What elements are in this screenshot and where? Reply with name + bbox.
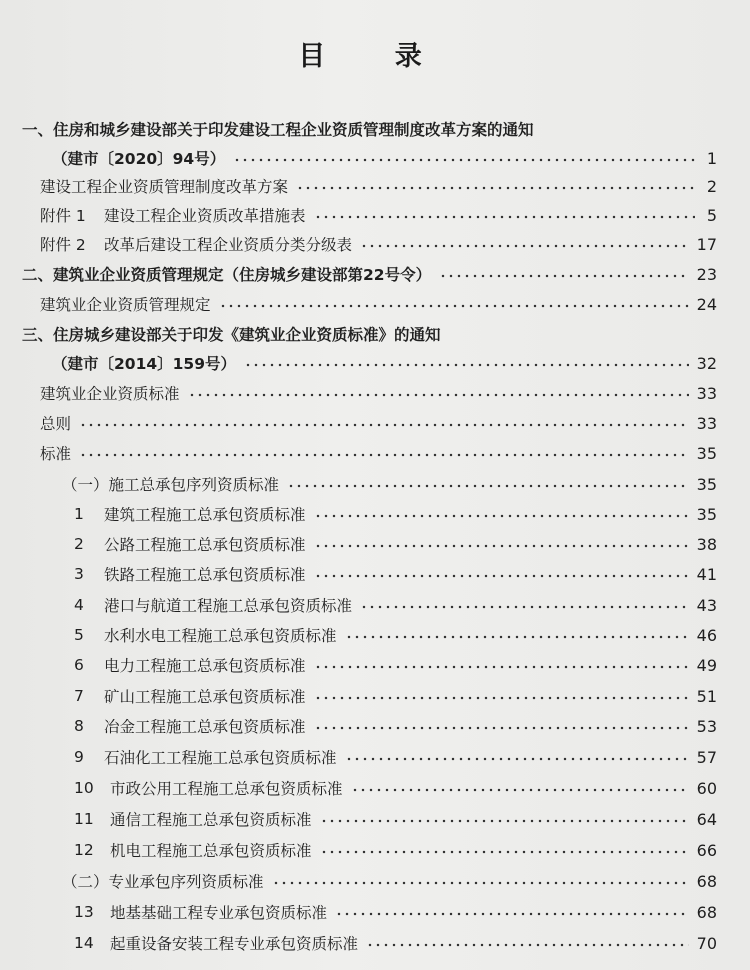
page-title: 目 录 bbox=[298, 41, 452, 72]
toc-entry-number: 9 bbox=[74, 748, 84, 766]
leader-dots bbox=[314, 665, 689, 669]
toc-entry-label: 港口与航道工程施工总承包资质标准 bbox=[104, 597, 353, 615]
toc-entry-page: 1 bbox=[706, 148, 717, 168]
toc-entry-label: 建筑工程施工总承包资质标准 bbox=[104, 506, 306, 524]
toc-entry-page: 5 bbox=[706, 205, 717, 225]
leader-dots bbox=[188, 393, 689, 397]
toc-entry bbox=[40, 202, 717, 228]
toc-entry bbox=[74, 837, 717, 863]
leader-dots bbox=[244, 363, 689, 367]
toc-entry bbox=[74, 744, 717, 770]
leader-dots bbox=[272, 881, 689, 885]
toc-entry-label: 改革后建设工程企业资质分类分级表 bbox=[104, 236, 353, 254]
toc-entry-label: 起重设备安装工程专业承包资质标准 bbox=[110, 935, 359, 953]
leader-dots bbox=[219, 304, 689, 308]
toc-entry-label: 总则 bbox=[40, 415, 72, 433]
toc-entry-number: 13 bbox=[74, 903, 94, 921]
toc-entry-number: 3 bbox=[74, 565, 84, 583]
toc-entry bbox=[74, 531, 717, 557]
toc-entry-page: 64 bbox=[696, 809, 717, 829]
toc-entry-label: 地基基础工程专业承包资质标准 bbox=[110, 904, 328, 922]
toc-entry-number: 附件 2 bbox=[40, 236, 86, 254]
leader-dots bbox=[345, 635, 689, 639]
toc-entry-label: 电力工程施工总承包资质标准 bbox=[104, 657, 306, 675]
toc-entry-page: 60 bbox=[696, 778, 717, 798]
toc-entry bbox=[52, 145, 717, 171]
leader-dots bbox=[366, 943, 689, 947]
toc-entry-label: 建设工程企业资质管理制度改革方案 bbox=[40, 178, 289, 196]
leader-dots bbox=[320, 819, 689, 823]
toc-entry-page: 32 bbox=[696, 353, 717, 373]
toc-entry bbox=[74, 930, 717, 956]
toc-entry-label: 建筑业企业资质管理规定 bbox=[40, 296, 211, 314]
toc-entry bbox=[74, 561, 717, 587]
leader-dots bbox=[320, 850, 689, 854]
toc-entry bbox=[40, 231, 717, 257]
toc-entry-label: 标准 bbox=[40, 445, 72, 463]
toc-entry-page: 33 bbox=[696, 383, 717, 403]
toc-entry bbox=[74, 899, 717, 925]
toc-entry-label: （建市〔2020〕94号） bbox=[52, 150, 226, 168]
toc-entry bbox=[74, 683, 717, 709]
toc-entry bbox=[74, 652, 717, 678]
toc-entry-label: 冶金工程施工总承包资质标准 bbox=[104, 718, 306, 736]
toc-entry-page: 68 bbox=[696, 871, 717, 891]
toc-entry-page: 68 bbox=[696, 902, 717, 922]
toc-entry-label: 市政公用工程施工总承包资质标准 bbox=[110, 780, 343, 798]
toc-entry-label: 水利水电工程施工总承包资质标准 bbox=[104, 627, 337, 645]
toc-entry-number: 7 bbox=[74, 687, 84, 705]
toc-entry-page: 49 bbox=[696, 655, 717, 675]
toc-entry bbox=[40, 440, 717, 466]
toc-entry-label: 铁路工程施工总承包资质标准 bbox=[104, 566, 306, 584]
toc-entry bbox=[62, 471, 717, 497]
toc-entry-page: 53 bbox=[696, 716, 717, 736]
toc-entry bbox=[22, 116, 534, 142]
toc-entry-label: 二、建筑业企业资质管理规定（住房城乡建设部第22号令） bbox=[22, 266, 432, 284]
toc-entry-label: 三、住房城乡建设部关于印发《建筑业企业资质标准》的通知 bbox=[22, 326, 441, 344]
leader-dots bbox=[79, 453, 689, 457]
toc-entry-page: 17 bbox=[696, 234, 717, 254]
toc-entry-number: 附件 1 bbox=[40, 207, 86, 225]
toc-entry bbox=[40, 291, 717, 317]
toc-entry-page: 51 bbox=[696, 686, 717, 706]
leader-dots bbox=[287, 484, 689, 488]
toc-entry-page: 43 bbox=[696, 595, 717, 615]
toc-entry-number: 6 bbox=[74, 656, 84, 674]
toc-entry-label: 建筑业企业资质标准 bbox=[40, 385, 180, 403]
leader-dots bbox=[360, 605, 689, 609]
leader-dots bbox=[360, 244, 689, 248]
leader-dots bbox=[345, 757, 689, 761]
toc-entry-page: 46 bbox=[696, 625, 717, 645]
toc-entry bbox=[74, 622, 717, 648]
leader-dots bbox=[314, 514, 689, 518]
toc-entry-label: 一、住房和城乡建设部关于印发建设工程企业资质管理制度改革方案的通知 bbox=[22, 121, 534, 139]
toc-entry-page: 35 bbox=[696, 443, 717, 463]
leader-dots bbox=[335, 912, 689, 916]
leader-dots bbox=[79, 423, 689, 427]
toc-entry bbox=[74, 592, 717, 618]
leader-dots bbox=[351, 788, 689, 792]
toc-entry-page: 38 bbox=[696, 534, 717, 554]
toc-entry bbox=[40, 380, 717, 406]
toc-entry-page: 66 bbox=[696, 840, 717, 860]
leader-dots bbox=[314, 726, 689, 730]
toc-entry-page: 23 bbox=[696, 264, 717, 284]
toc-entry-page: 35 bbox=[696, 504, 717, 524]
leader-dots bbox=[314, 215, 695, 219]
toc-entry-page: 35 bbox=[696, 474, 717, 494]
toc-entry-label: 建设工程企业资质改革措施表 bbox=[104, 207, 306, 225]
toc-entry bbox=[52, 350, 717, 376]
toc-entry-label: （二）专业承包序列资质标准 bbox=[62, 873, 264, 891]
toc-entry-number: 14 bbox=[74, 934, 94, 952]
toc-entry-label: （一）施工总承包序列资质标准 bbox=[62, 476, 280, 494]
toc-entry bbox=[22, 321, 441, 347]
toc-entry-label: （建市〔2014〕159号） bbox=[52, 355, 236, 373]
toc-entry-number: 5 bbox=[74, 626, 84, 644]
leader-dots bbox=[314, 574, 689, 578]
toc-entry-label: 机电工程施工总承包资质标准 bbox=[110, 842, 312, 860]
toc-entry bbox=[74, 713, 717, 739]
toc-entry-number: 1 bbox=[74, 505, 84, 523]
toc-entry-label: 矿山工程施工总承包资质标准 bbox=[104, 688, 306, 706]
toc-entry-label: 石油化工工程施工总承包资质标准 bbox=[104, 749, 337, 767]
toc-entry-number: 11 bbox=[74, 810, 94, 828]
toc-entry-page: 41 bbox=[696, 564, 717, 584]
toc-entry bbox=[74, 501, 717, 527]
toc-entry bbox=[40, 410, 717, 436]
leader-dots bbox=[296, 186, 695, 190]
toc-entry-page: 24 bbox=[696, 294, 717, 314]
toc-entry bbox=[22, 261, 717, 287]
toc-entry-number: 12 bbox=[74, 841, 94, 859]
toc-entry bbox=[40, 173, 717, 199]
leader-dots bbox=[314, 696, 689, 700]
toc-entry bbox=[62, 868, 717, 894]
toc-entry-label: 通信工程施工总承包资质标准 bbox=[110, 811, 312, 829]
toc-entry-page: 57 bbox=[696, 747, 717, 767]
toc-entry-number: 2 bbox=[74, 535, 84, 553]
toc-entry-page: 2 bbox=[706, 176, 717, 196]
toc-entry bbox=[74, 806, 717, 832]
toc-entry-label: 公路工程施工总承包资质标准 bbox=[104, 536, 306, 554]
leader-dots bbox=[439, 274, 689, 278]
leader-dots bbox=[314, 544, 689, 548]
toc-entry-number: 8 bbox=[74, 717, 84, 735]
toc-entry-page: 33 bbox=[696, 413, 717, 433]
toc-entry bbox=[74, 775, 717, 801]
toc-entry-number: 4 bbox=[74, 596, 84, 614]
toc-entry-number: 10 bbox=[74, 779, 94, 797]
toc-entry-page: 70 bbox=[696, 933, 717, 953]
leader-dots bbox=[233, 158, 695, 162]
